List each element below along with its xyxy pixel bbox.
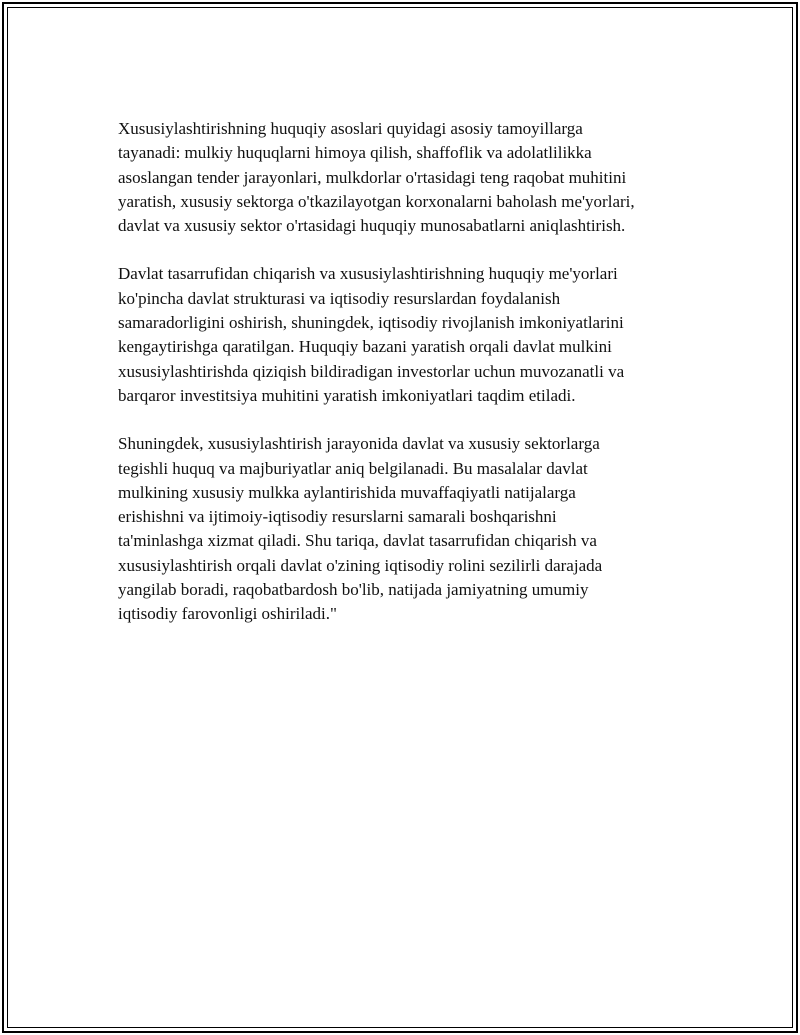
- text-line: erishishni va ijtimoiy-iqtisodiy resurslarni samarali boshqarishni: [118, 507, 557, 527]
- text-line: iqtisodiy farovonligi oshiriladi.": [118, 604, 337, 624]
- text-line: xususiylashtirish orqali davlat o'zining iqtisodiy rolini sezilirli darajada: [118, 555, 603, 575]
- paragraph-2: [118, 262, 688, 408]
- document-body: [118, 117, 688, 651]
- text-line: Davlat tasarrufidan chiqarish va xususiylashtirishning huquqiy me'yorlari: [118, 264, 618, 284]
- text-line: davlat va xususiy sektor o'rtasidagi huquqiy munosabatlarni aniqlashtirish.: [118, 216, 626, 236]
- text-line: barqaror investitsiya muhitini yaratish imkoniyatlari taqdim etiladi.: [118, 385, 576, 405]
- text-line: kengaytirishga qaratilgan. Huquqiy bazani yaratish orqali davlat mulkini: [118, 337, 612, 357]
- text-line: samaradorligini oshirish, shuningdek, iqtisodiy rivojlanish imkoniyatlarini: [118, 313, 624, 333]
- text-line: tayanadi: mulkiy huquqlarni himoya qilish, shaffoflik va adolatlilikka: [118, 143, 592, 163]
- text-line: Shuningdek, xususiylashtirish jarayonida davlat va xususiy sektorlarga: [118, 434, 600, 454]
- text-line: yangilab boradi, raqobatbardosh bo'lib, natijada jamiyatning umumiy: [118, 580, 589, 600]
- text-line: mulkining xususiy mulkka aylantirishida muvaffaqiyatli natijalarga: [118, 482, 576, 502]
- text-line: Xususiylashtirishning huquqiy asoslari quyidagi asosiy tamoyillarga: [118, 119, 583, 138]
- text-line: tegishli huquq va majburiyatlar aniq belgilanadi. Bu masalalar davlat: [118, 458, 588, 478]
- paragraph-1: [118, 117, 688, 238]
- text-line: ta'minlashga xizmat qiladi. Shu tariqa, davlat tasarrufidan chiqarish va: [118, 531, 597, 551]
- text-line: xususiylashtirishda qiziqish bildiradigan investorlar uchun muvozanatli va: [118, 361, 625, 381]
- paragraph-3: [118, 432, 688, 626]
- text-line: ko'pincha davlat strukturasi va iqtisodiy resurslardan foydalanish: [118, 288, 561, 308]
- text-line: yaratish, xususiy sektorga o'tkazilayotgan korxonalarni baholash me'yorlari,: [118, 191, 635, 211]
- text-line: asoslangan tender jarayonlari, mulkdorlar o'rtasidagi teng raqobat muhitini: [118, 167, 627, 187]
